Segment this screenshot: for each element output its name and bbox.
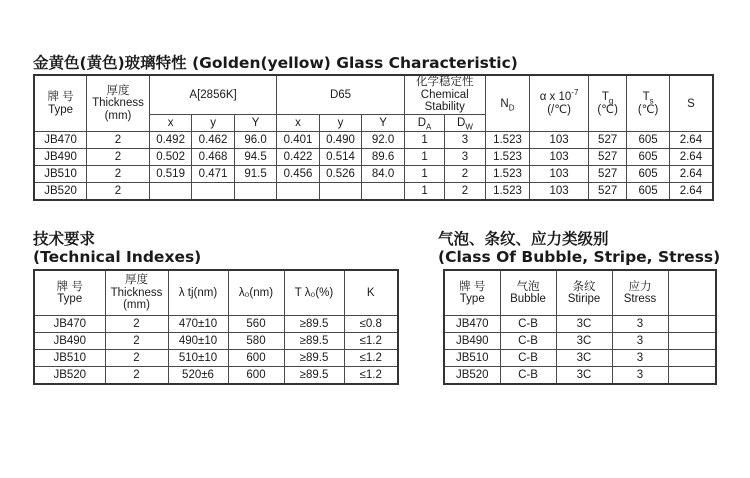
table-cell: 0.519 xyxy=(149,166,191,183)
tech-header-l0: λ₀(nm) xyxy=(228,270,284,316)
header-alpha xyxy=(530,75,589,132)
table-cell xyxy=(362,183,405,201)
table-cell: 3 xyxy=(612,350,668,367)
table-cell: 0.471 xyxy=(192,166,234,183)
table-row xyxy=(34,367,398,385)
header-s: S xyxy=(669,75,713,132)
technical-indexes-table xyxy=(33,269,399,385)
header-d65: D65 xyxy=(277,75,404,115)
subheader-dw-label: D xyxy=(457,117,466,129)
table-cell: 0.456 xyxy=(277,166,319,183)
table-cell: 527 xyxy=(588,149,626,166)
table-cell: JB490 xyxy=(444,333,500,350)
header-alpha-sup: -7 xyxy=(571,88,579,98)
table-row xyxy=(34,333,398,350)
class-header-stripe-en: Stiripe xyxy=(567,293,601,305)
tech-header-type-cn: 牌 号 xyxy=(56,280,83,293)
table-cell: 2 xyxy=(87,166,150,183)
tech-table-title-cn: 技术要求 xyxy=(33,230,96,248)
header-type xyxy=(34,75,87,132)
table-cell: JB490 xyxy=(34,149,87,166)
table-cell: 2 xyxy=(87,183,150,201)
table-cell: 527 xyxy=(588,132,626,149)
class-header-type xyxy=(444,270,500,316)
table-cell: 2 xyxy=(105,367,168,385)
class-table-title-cn: 气泡、条纹、应力类级别 xyxy=(438,230,609,248)
tech-header-thickness-en: Thickness xyxy=(110,286,163,299)
table-cell: 3C xyxy=(556,316,612,333)
class-table-body xyxy=(444,316,716,385)
table-cell: 2 xyxy=(105,350,168,367)
table-cell: 2 xyxy=(445,183,485,201)
table-cell: 1 xyxy=(404,166,444,183)
table-cell: ≤0.8 xyxy=(344,316,398,333)
tech-table-body xyxy=(34,316,398,385)
tech-header-ltj: λ tj(nm) xyxy=(168,270,228,316)
header-type-cn: 牌 号 xyxy=(47,91,74,103)
header-ts xyxy=(627,75,669,132)
table-cell: JB490 xyxy=(34,333,105,350)
table-cell: 3 xyxy=(612,316,668,333)
table-row xyxy=(34,149,713,166)
header-chem-cn: 化学稳定性 xyxy=(416,76,474,89)
table-cell: 520±6 xyxy=(168,367,228,385)
table-cell xyxy=(668,316,716,333)
table-cell: 1.523 xyxy=(485,132,530,149)
table-cell: 560 xyxy=(228,316,284,333)
tech-header-tl0: T λ₀(%) xyxy=(284,270,344,316)
table-cell: ≤1.2 xyxy=(344,350,398,367)
table-cell xyxy=(668,333,716,350)
table-cell: 103 xyxy=(530,132,589,149)
header-chemical-stability xyxy=(404,75,485,115)
class-header-stress-en: Stress xyxy=(623,293,657,305)
table-cell: 1.523 xyxy=(485,166,530,183)
class-header-stress-cn: 应力 xyxy=(628,280,652,293)
main-table-title: 金黄色(黄色)玻璃特性 (Golden(yellow) Glass Characteristic) xyxy=(33,54,518,72)
table-row xyxy=(34,132,713,149)
table-cell: JB470 xyxy=(34,132,87,149)
class-table-title-en: (Class Of Bubble, Stripe, Stress) xyxy=(438,248,721,266)
header-ts-sub: s xyxy=(649,96,654,106)
glass-characteristic-table xyxy=(33,74,714,201)
class-header-bubble-cn: 气泡 xyxy=(516,280,540,293)
table-cell: C-B xyxy=(500,367,556,385)
table-row xyxy=(34,183,713,201)
class-header-bubble xyxy=(500,270,556,316)
table-cell: C-B xyxy=(500,316,556,333)
tech-header-thickness xyxy=(105,270,168,316)
subheader-d65-y: y xyxy=(319,115,361,132)
table-cell xyxy=(234,183,276,201)
table-cell: 2.64 xyxy=(669,166,713,183)
table-cell: 510±10 xyxy=(168,350,228,367)
table-cell: 0.502 xyxy=(149,149,191,166)
table-cell: 3C xyxy=(556,367,612,385)
subheader-d65-Y: Y xyxy=(362,115,405,132)
table-cell xyxy=(192,183,234,201)
table-cell: 0.468 xyxy=(192,149,234,166)
class-header-bubble-en: Bubble xyxy=(510,293,546,305)
subheader-da-sub: A xyxy=(426,122,432,132)
header-type-en: Type xyxy=(48,103,74,116)
class-header-stress xyxy=(612,270,668,316)
class-header-stripe-cn: 条纹 xyxy=(572,280,596,293)
table-cell: 0.422 xyxy=(277,149,319,166)
table-cell: 605 xyxy=(627,166,669,183)
table-cell: 0.526 xyxy=(319,166,361,183)
table-cell: 0.401 xyxy=(277,132,319,149)
table-cell: 1.523 xyxy=(485,149,530,166)
main-table-body xyxy=(34,132,713,201)
table-cell: 92.0 xyxy=(362,132,405,149)
tech-header-type xyxy=(34,270,105,316)
table-cell: 2 xyxy=(105,333,168,350)
table-cell: 84.0 xyxy=(362,166,405,183)
table-cell xyxy=(277,183,319,201)
table-cell: 2 xyxy=(87,132,150,149)
table-cell: 103 xyxy=(530,166,589,183)
table-cell: 3 xyxy=(612,333,668,350)
table-cell: 94.5 xyxy=(234,149,276,166)
table-cell: 490±10 xyxy=(168,333,228,350)
table-cell: 2 xyxy=(105,316,168,333)
table-cell xyxy=(149,183,191,201)
header-alpha-unit: (/℃) xyxy=(547,103,571,116)
table-cell: JB520 xyxy=(34,367,105,385)
header-nd-sub: D xyxy=(508,102,515,112)
class-header-empty xyxy=(668,270,716,316)
class-header-type-en: Type xyxy=(459,293,485,305)
table-cell: 0.462 xyxy=(192,132,234,149)
table-cell: 0.514 xyxy=(319,149,361,166)
header-chem-en1: Chemical xyxy=(420,88,469,101)
table-cell: 600 xyxy=(228,367,284,385)
subheader-a-Y: Y xyxy=(234,115,276,132)
header-thickness-en: Thickness xyxy=(92,97,144,110)
header-tg-sub: g xyxy=(608,96,614,106)
tech-header-thickness-unit: (mm) xyxy=(123,299,150,312)
table-row xyxy=(444,333,716,350)
table-cell: 2.64 xyxy=(669,149,713,166)
subheader-dw-sub: W xyxy=(465,122,473,132)
table-cell: 527 xyxy=(588,166,626,183)
header-tg xyxy=(588,75,626,132)
table-cell: 3C xyxy=(556,350,612,367)
table-cell xyxy=(319,183,361,201)
table-cell: ≥89.5 xyxy=(284,316,344,333)
table-cell: 2 xyxy=(87,149,150,166)
tech-table-title-en: (Technical Indexes) xyxy=(33,248,202,266)
table-row xyxy=(444,316,716,333)
table-cell: ≥89.5 xyxy=(284,350,344,367)
header-thickness-cn: 厚度 xyxy=(106,84,130,97)
table-cell: JB510 xyxy=(34,166,87,183)
table-row xyxy=(34,350,398,367)
table-cell: 605 xyxy=(627,132,669,149)
table-cell: 89.6 xyxy=(362,149,405,166)
header-chem-en2: Stability xyxy=(424,101,465,114)
subheader-a-x: x xyxy=(149,115,191,132)
table-cell: 1 xyxy=(404,132,444,149)
table-cell: 3C xyxy=(556,333,612,350)
table-row xyxy=(444,367,716,385)
tech-header-type-en: Type xyxy=(57,293,83,305)
class-header-stripe xyxy=(556,270,612,316)
table-cell: JB470 xyxy=(444,316,500,333)
header-tg-unit: (℃) xyxy=(597,103,618,116)
table-cell: 103 xyxy=(530,149,589,166)
subheader-dw xyxy=(445,115,485,132)
table-cell: 1 xyxy=(404,149,444,166)
header-nd-label: N xyxy=(500,97,509,110)
table-cell: 96.0 xyxy=(234,132,276,149)
table-cell: 91.5 xyxy=(234,166,276,183)
table-cell xyxy=(668,350,716,367)
table-cell: 103 xyxy=(530,183,589,201)
header-alpha-label: α x 10 xyxy=(539,91,572,103)
table-cell: JB520 xyxy=(34,183,87,201)
table-cell: ≥89.5 xyxy=(284,367,344,385)
header-ts-unit: (℃) xyxy=(637,103,659,116)
subheader-a-y: y xyxy=(192,115,234,132)
table-cell: 600 xyxy=(228,350,284,367)
table-cell: 0.492 xyxy=(149,132,191,149)
header-a2856k: A[2856K] xyxy=(149,75,276,115)
table-cell: 580 xyxy=(228,333,284,350)
tech-header-thickness-cn: 厚度 xyxy=(125,274,148,287)
table-cell: ≤1.2 xyxy=(344,333,398,350)
header-ts-label: T xyxy=(642,91,650,103)
table-cell: C-B xyxy=(500,350,556,367)
subheader-da-label: D xyxy=(417,117,426,129)
table-cell: JB510 xyxy=(34,350,105,367)
header-nd xyxy=(485,75,530,132)
table-row xyxy=(34,316,398,333)
table-cell: 470±10 xyxy=(168,316,228,333)
table-cell: 527 xyxy=(588,183,626,201)
table-cell: 1.523 xyxy=(485,183,530,201)
table-row xyxy=(444,350,716,367)
table-cell: 1 xyxy=(404,183,444,201)
table-cell: JB520 xyxy=(444,367,500,385)
class-table xyxy=(443,269,717,385)
table-cell: ≥89.5 xyxy=(284,333,344,350)
table-cell: C-B xyxy=(500,333,556,350)
header-thickness-unit: (mm) xyxy=(104,109,132,122)
table-cell: 2.64 xyxy=(669,183,713,201)
table-cell: 2.64 xyxy=(669,132,713,149)
table-cell: 2 xyxy=(445,166,485,183)
table-row xyxy=(34,166,713,183)
table-cell: 0.490 xyxy=(319,132,361,149)
header-thickness xyxy=(87,75,150,132)
table-cell: 3 xyxy=(612,367,668,385)
header-tg-label: T xyxy=(601,91,609,103)
table-cell: ≤1.2 xyxy=(344,367,398,385)
table-cell: 3 xyxy=(445,132,485,149)
class-header-type-cn: 牌 号 xyxy=(459,280,486,293)
tech-header-k: K xyxy=(344,270,398,316)
table-cell: 3 xyxy=(445,149,485,166)
subheader-da xyxy=(404,115,444,132)
table-cell: JB470 xyxy=(34,316,105,333)
table-cell: 605 xyxy=(627,183,669,201)
table-cell: JB510 xyxy=(444,350,500,367)
table-cell xyxy=(668,367,716,385)
subheader-d65-x: x xyxy=(277,115,319,132)
table-cell: 605 xyxy=(627,149,669,166)
